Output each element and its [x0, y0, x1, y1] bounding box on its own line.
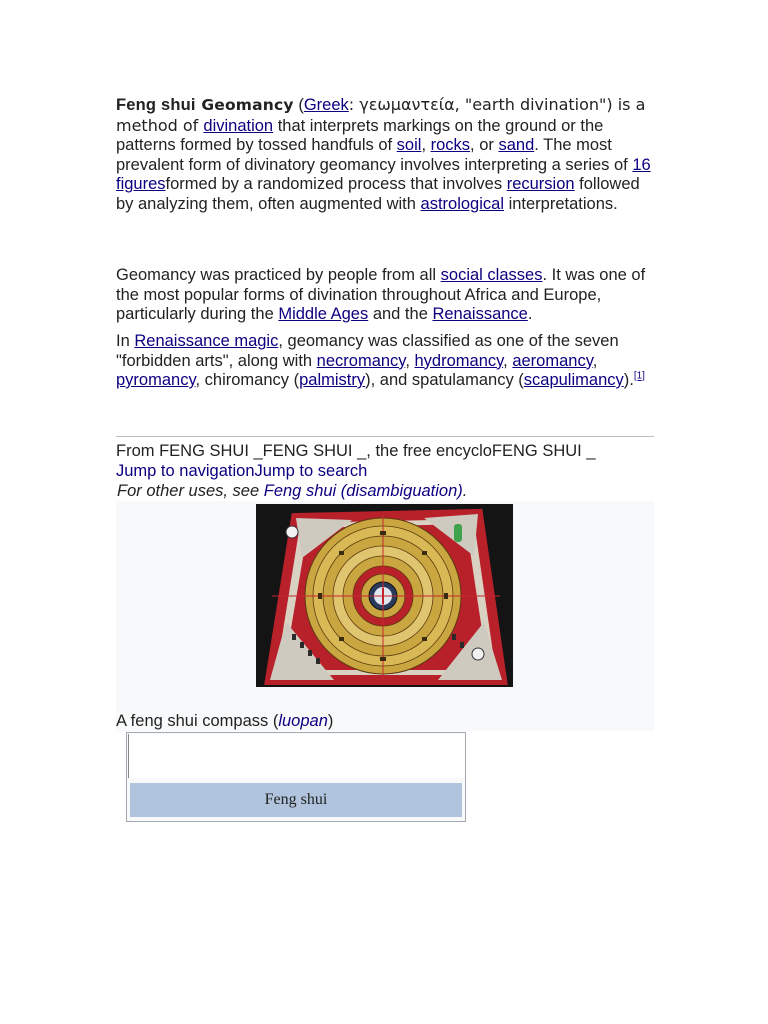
text-run: , or [470, 136, 499, 154]
text-run: formed by a randomized process that involves [165, 175, 507, 193]
bold-title-2: Geomancy [195, 96, 294, 114]
caption-term: luopan [278, 712, 328, 730]
infobox-image-area [128, 734, 465, 778]
link-social-classes[interactable]: social classes [440, 266, 543, 284]
link-scapulimancy[interactable]: scapulimancy [523, 371, 624, 389]
text-run: : γεωμαντεία, "earth divination") is a method of [116, 95, 646, 135]
hatnote-text: . [462, 482, 468, 500]
hatnote [117, 481, 467, 501]
link-aeromancy[interactable]: aeromancy [512, 351, 593, 370]
jump-links[interactable]: Jump to navigationJump to search [116, 462, 368, 480]
link-renaissance[interactable]: Renaissance [432, 305, 528, 323]
text-run: followed by analyzing them, often augmented with [116, 175, 640, 213]
link-astrological[interactable]: astrological [420, 194, 504, 213]
text-run: , [503, 351, 513, 370]
link-16-figures[interactable]: 16 figures [116, 155, 651, 193]
caption-text: A feng shui compass ( [116, 712, 279, 730]
infobox [126, 732, 466, 822]
text-run: , geomancy was classified as one of the seven "forbidden arts", along with [116, 332, 619, 370]
luopan-compass-image [256, 504, 513, 687]
link-disambiguation[interactable]: Feng shui (disambiguation) [263, 482, 463, 500]
link-middle-ages[interactable]: Middle Ages [278, 305, 369, 323]
link-renaissance-magic[interactable]: Renaissance magic [134, 332, 279, 350]
text-run: In [116, 332, 135, 350]
caption-text: ) [327, 712, 334, 730]
link-greek[interactable]: Greek [303, 96, 349, 114]
text-run: ). [623, 371, 634, 389]
text-run: and the [368, 305, 433, 323]
link-sand[interactable]: sand [498, 136, 535, 154]
text-run: ), and spatulamancy ( [365, 371, 524, 389]
link-necromancy[interactable]: necromancy [316, 351, 406, 370]
text-run: . [527, 305, 533, 323]
link-pyromancy[interactable]: pyromancy [116, 371, 196, 389]
link-palmistry[interactable]: palmistry [299, 371, 366, 389]
link-divination[interactable]: divination [203, 116, 274, 135]
link-soil[interactable]: soil [396, 136, 422, 154]
bold-title-1: Feng shui [116, 96, 196, 114]
reference-link[interactable]: [1] [633, 370, 645, 382]
source-line: From FENG SHUI _FENG SHUI _, the free encycloFENG SHUI _ [116, 442, 596, 460]
text-run: Geomancy was practiced by people from all [116, 266, 441, 284]
text-run: . The most prevalent form of divinatory geomancy involves interpreting a series of [116, 136, 633, 174]
text-run: , [592, 351, 598, 370]
figure-caption [116, 711, 333, 731]
text-run: . It was one of the most popular forms of divination throughout Africa and Europe, particularly during the [116, 266, 646, 323]
link-rocks[interactable]: rocks [430, 136, 471, 154]
forbidden-arts-paragraph [116, 332, 656, 391]
hatnote-text: For other uses, see [117, 482, 264, 500]
infobox-title: Feng shui [130, 783, 462, 817]
text-run: , [405, 351, 415, 370]
link-hydromancy[interactable]: hydromancy [414, 351, 504, 370]
link-recursion[interactable]: recursion [506, 175, 575, 193]
text-run: interpretations. [504, 194, 618, 213]
text-run: ( [293, 96, 304, 114]
text-run: , chiromancy ( [195, 371, 300, 389]
text-run: , [421, 136, 431, 154]
history-paragraph [116, 266, 656, 325]
divider [116, 436, 654, 437]
compass-photo[interactable] [256, 504, 513, 687]
intro-paragraph [116, 95, 656, 214]
text-run: that interprets markings on the ground or the patterns formed by tossed handfuls of [116, 116, 604, 154]
